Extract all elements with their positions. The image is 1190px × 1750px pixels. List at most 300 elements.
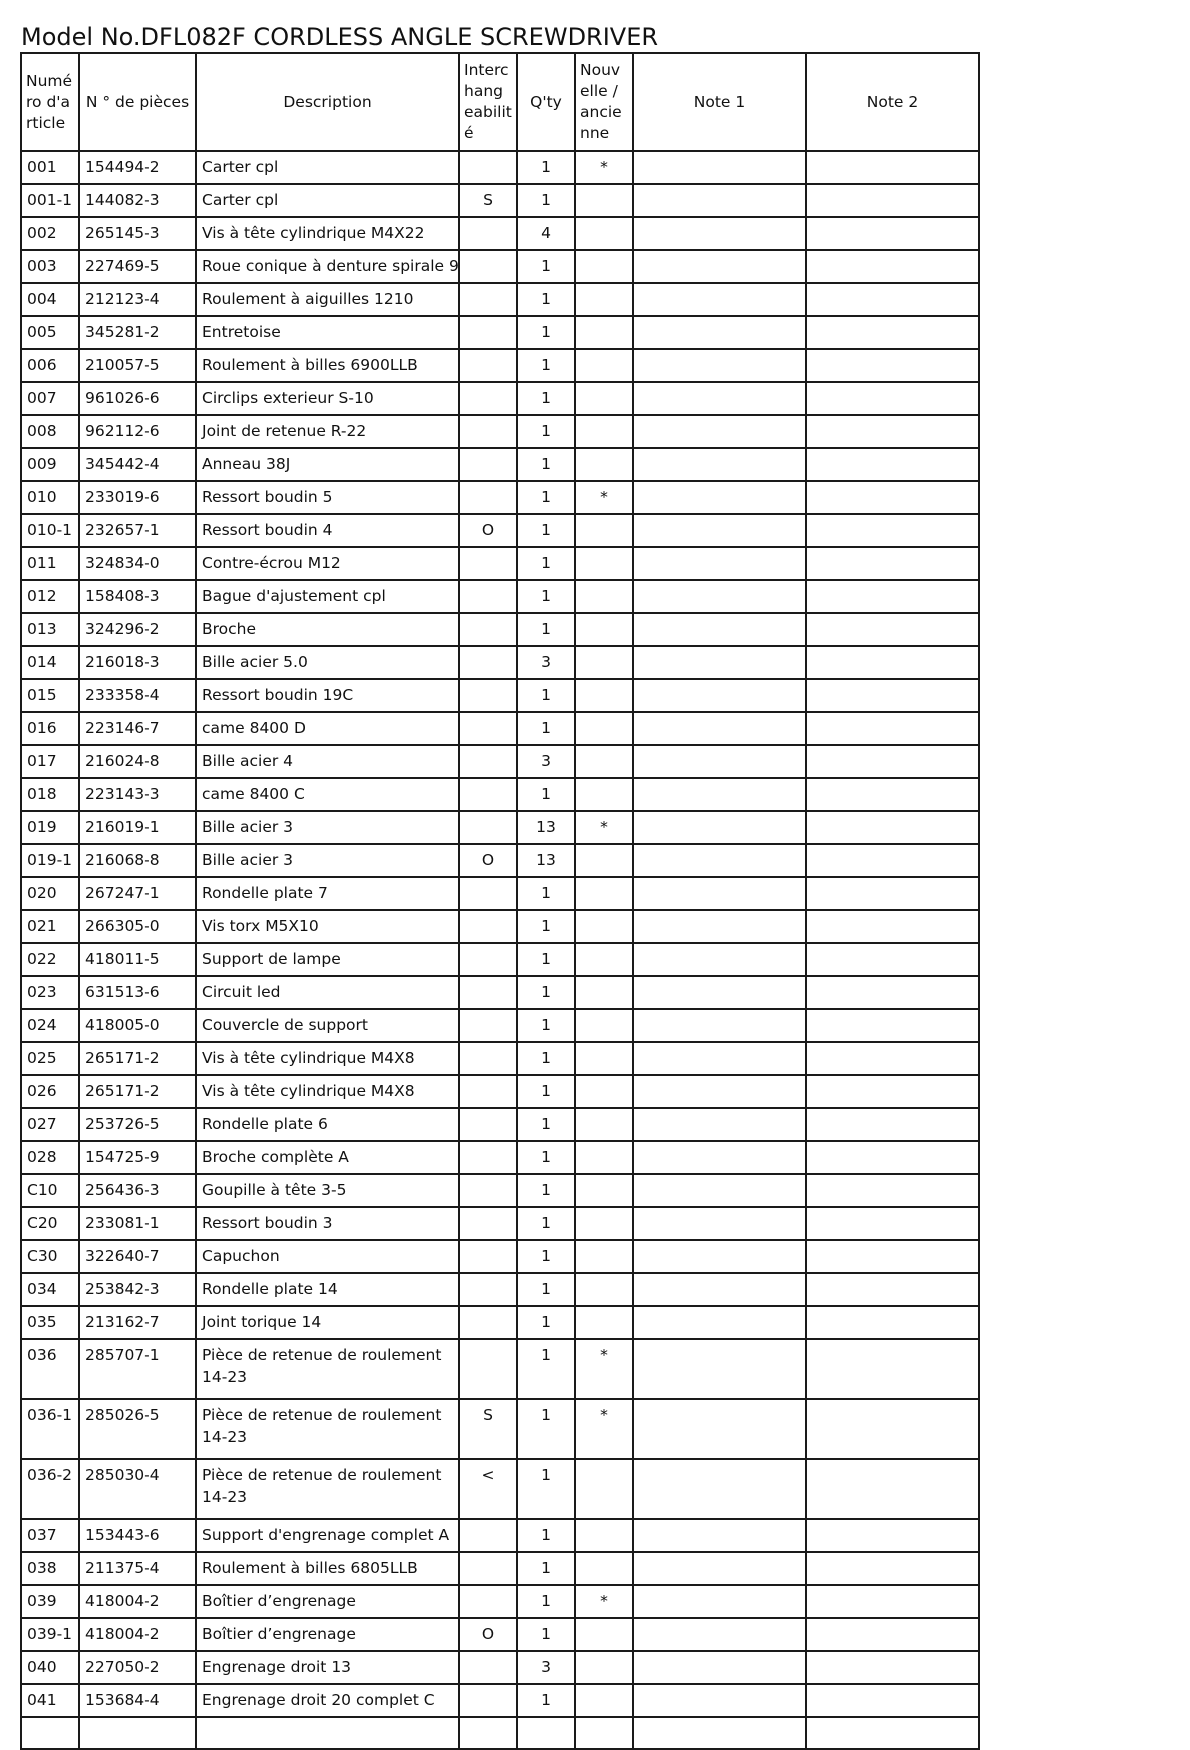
cell-description: Rondelle plate 6 (196, 1108, 459, 1141)
cell-note-2 (806, 1459, 979, 1519)
cell-item-number: 036 (21, 1339, 79, 1399)
cell-interchangeability (459, 547, 517, 580)
cell-item-number: 010 (21, 481, 79, 514)
cell-part-number: 233081-1 (79, 1207, 196, 1240)
table-row (21, 679, 979, 712)
cell-item-number: C10 (21, 1174, 79, 1207)
cell-interchangeability (459, 1552, 517, 1585)
table-row-continued (21, 1717, 979, 1749)
cell-interchangeability (459, 151, 517, 184)
cell-note-2 (806, 1519, 979, 1552)
cell-part-number: 265145-3 (79, 217, 196, 250)
cell-new-old: * (575, 1339, 633, 1399)
cell-new-old (575, 1273, 633, 1306)
cell-part-number: 265171-2 (79, 1042, 196, 1075)
cell-part-number: 266305-0 (79, 910, 196, 943)
cell-part-number: 418004-2 (79, 1618, 196, 1651)
table-row (21, 1459, 979, 1519)
cell-part-number: 210057-5 (79, 349, 196, 382)
table-row (21, 217, 979, 250)
table-row (21, 1207, 979, 1240)
table-header-row (21, 53, 979, 151)
cell-description: Circuit led (196, 976, 459, 1009)
table-row (21, 382, 979, 415)
table-row (21, 877, 979, 910)
cell-interchangeability (459, 415, 517, 448)
cell-note-1 (633, 877, 806, 910)
cell-interchangeability (459, 1240, 517, 1273)
cell-note-1 (633, 646, 806, 679)
cell-item-number: 026 (21, 1075, 79, 1108)
table-row (21, 415, 979, 448)
cell-new-old (575, 1207, 633, 1240)
cell-description: Pièce de retenue de roulement 14-23 (196, 1459, 459, 1519)
cell-note-2 (806, 448, 979, 481)
cell-interchangeability (459, 646, 517, 679)
cell-note-1 (633, 448, 806, 481)
cell-part-number: 962112-6 (79, 415, 196, 448)
cell-note-2 (806, 382, 979, 415)
cell-new-old (575, 382, 633, 415)
cell-note-2 (806, 1240, 979, 1273)
cell-quantity: 13 (517, 844, 575, 877)
table-row (21, 349, 979, 382)
cell-interchangeability (459, 745, 517, 778)
cell-item-number: 039-1 (21, 1618, 79, 1651)
cell-note-2 (806, 1552, 979, 1585)
cell-new-old: * (575, 151, 633, 184)
empty-cell (575, 1717, 633, 1749)
cell-note-2 (806, 1174, 979, 1207)
cell-note-1 (633, 481, 806, 514)
cell-new-old (575, 1684, 633, 1717)
cell-new-old (575, 415, 633, 448)
cell-item-number: 001-1 (21, 184, 79, 217)
cell-quantity: 4 (517, 217, 575, 250)
cell-part-number: 227050-2 (79, 1651, 196, 1684)
cell-new-old (575, 1519, 633, 1552)
cell-interchangeability (459, 1306, 517, 1339)
cell-quantity: 1 (517, 1339, 575, 1399)
cell-note-2 (806, 1207, 979, 1240)
cell-new-old (575, 1618, 633, 1651)
cell-note-1 (633, 844, 806, 877)
cell-interchangeability: S (459, 1399, 517, 1459)
cell-description: Ressort boudin 4 (196, 514, 459, 547)
cell-description: Capuchon (196, 1240, 459, 1273)
cell-new-old (575, 580, 633, 613)
col-header-part-number: N ° de pièces (79, 53, 196, 151)
cell-interchangeability (459, 877, 517, 910)
cell-note-2 (806, 1273, 979, 1306)
cell-item-number: 009 (21, 448, 79, 481)
cell-interchangeability (459, 943, 517, 976)
col-header-note-1: Note 1 (633, 53, 806, 151)
cell-note-1 (633, 910, 806, 943)
empty-cell (79, 1717, 196, 1749)
table-row (21, 976, 979, 1009)
cell-new-old (575, 943, 633, 976)
table-row (21, 1141, 979, 1174)
cell-description: Entretoise (196, 316, 459, 349)
cell-note-2 (806, 943, 979, 976)
cell-note-2 (806, 1651, 979, 1684)
cell-part-number: 227469-5 (79, 250, 196, 283)
cell-note-2 (806, 1108, 979, 1141)
cell-quantity: 1 (517, 184, 575, 217)
cell-quantity: 1 (517, 877, 575, 910)
col-header-note-2: Note 2 (806, 53, 979, 151)
cell-description: Broche complète A (196, 1141, 459, 1174)
cell-description: Bague d'ajustement cpl (196, 580, 459, 613)
table-row (21, 1339, 979, 1399)
cell-quantity: 1 (517, 1684, 575, 1717)
cell-quantity: 1 (517, 448, 575, 481)
cell-part-number: 153684-4 (79, 1684, 196, 1717)
cell-new-old (575, 1651, 633, 1684)
cell-description: Support de lampe (196, 943, 459, 976)
cell-quantity: 1 (517, 547, 575, 580)
cell-description: Circlips exterieur S-10 (196, 382, 459, 415)
cell-part-number: 631513-6 (79, 976, 196, 1009)
cell-quantity: 1 (517, 976, 575, 1009)
cell-note-1 (633, 1399, 806, 1459)
cell-item-number: 036-2 (21, 1459, 79, 1519)
cell-interchangeability: O (459, 1618, 517, 1651)
cell-quantity: 1 (517, 349, 575, 382)
table-row (21, 811, 979, 844)
cell-quantity: 3 (517, 745, 575, 778)
cell-note-1 (633, 976, 806, 1009)
cell-description: Roue conique à denture spirale 9 (196, 250, 459, 283)
cell-item-number: 016 (21, 712, 79, 745)
table-row (21, 1684, 979, 1717)
cell-part-number: 285026-5 (79, 1399, 196, 1459)
cell-quantity: 1 (517, 1585, 575, 1618)
cell-note-2 (806, 349, 979, 382)
table-row (21, 646, 979, 679)
cell-note-1 (633, 778, 806, 811)
cell-note-2 (806, 745, 979, 778)
empty-cell (633, 1717, 806, 1749)
cell-note-1 (633, 1552, 806, 1585)
cell-interchangeability: S (459, 184, 517, 217)
cell-note-1 (633, 943, 806, 976)
cell-note-2 (806, 1399, 979, 1459)
cell-note-1 (633, 580, 806, 613)
cell-interchangeability (459, 1141, 517, 1174)
page-title: Model No.DFL082F CORDLESS ANGLE SCREWDRIVER (21, 23, 659, 51)
cell-item-number: 019 (21, 811, 79, 844)
table-row (21, 316, 979, 349)
cell-note-1 (633, 1141, 806, 1174)
cell-new-old: * (575, 1585, 633, 1618)
cell-interchangeability (459, 1684, 517, 1717)
cell-interchangeability (459, 778, 517, 811)
cell-item-number: 040 (21, 1651, 79, 1684)
cell-note-1 (633, 1306, 806, 1339)
cell-note-1 (633, 250, 806, 283)
table-row (21, 1108, 979, 1141)
parts-table-container (20, 52, 978, 1709)
cell-quantity: 1 (517, 679, 575, 712)
table-row (21, 1306, 979, 1339)
cell-item-number: 005 (21, 316, 79, 349)
cell-item-number: C30 (21, 1240, 79, 1273)
cell-part-number: 144082-3 (79, 184, 196, 217)
table-row (21, 448, 979, 481)
cell-note-2 (806, 646, 979, 679)
cell-interchangeability (459, 910, 517, 943)
cell-interchangeability (459, 250, 517, 283)
cell-quantity: 1 (517, 316, 575, 349)
cell-interchangeability (459, 1339, 517, 1399)
cell-quantity: 1 (517, 613, 575, 646)
cell-interchangeability (459, 580, 517, 613)
cell-note-2 (806, 1339, 979, 1399)
cell-quantity: 1 (517, 1108, 575, 1141)
cell-description: Joint torique 14 (196, 1306, 459, 1339)
cell-interchangeability (459, 1207, 517, 1240)
cell-note-1 (633, 1684, 806, 1717)
cell-description: Rondelle plate 14 (196, 1273, 459, 1306)
cell-part-number: 256436-3 (79, 1174, 196, 1207)
cell-new-old (575, 910, 633, 943)
cell-note-2 (806, 613, 979, 646)
cell-part-number: 232657-1 (79, 514, 196, 547)
cell-description: Goupille à tête 3-5 (196, 1174, 459, 1207)
cell-part-number: 216018-3 (79, 646, 196, 679)
cell-item-number: C20 (21, 1207, 79, 1240)
table-row (21, 778, 979, 811)
cell-note-1 (633, 1108, 806, 1141)
cell-description: Bille acier 3 (196, 811, 459, 844)
table-row (21, 1240, 979, 1273)
cell-description: Roulement à billes 6805LLB (196, 1552, 459, 1585)
col-header-item-number: Numé ro d'a rticle (21, 53, 79, 151)
cell-interchangeability (459, 712, 517, 745)
cell-interchangeability: O (459, 844, 517, 877)
cell-description: Vis torx M5X10 (196, 910, 459, 943)
cell-description: Support d'engrenage complet A (196, 1519, 459, 1552)
cell-interchangeability (459, 1009, 517, 1042)
cell-item-number: 017 (21, 745, 79, 778)
table-row (21, 1519, 979, 1552)
cell-note-2 (806, 712, 979, 745)
cell-quantity: 1 (517, 1075, 575, 1108)
cell-description: came 8400 C (196, 778, 459, 811)
cell-part-number: 212123-4 (79, 283, 196, 316)
cell-new-old (575, 1042, 633, 1075)
cell-interchangeability (459, 1519, 517, 1552)
cell-note-1 (633, 382, 806, 415)
cell-part-number: 285030-4 (79, 1459, 196, 1519)
cell-description: Ressort boudin 3 (196, 1207, 459, 1240)
cell-part-number: 154725-9 (79, 1141, 196, 1174)
cell-part-number: 216019-1 (79, 811, 196, 844)
cell-part-number: 285707-1 (79, 1339, 196, 1399)
table-row (21, 613, 979, 646)
cell-note-2 (806, 415, 979, 448)
cell-part-number: 213162-7 (79, 1306, 196, 1339)
cell-note-1 (633, 1651, 806, 1684)
cell-new-old (575, 1141, 633, 1174)
cell-part-number: 418004-2 (79, 1585, 196, 1618)
cell-part-number: 345442-4 (79, 448, 196, 481)
cell-interchangeability (459, 613, 517, 646)
cell-note-2 (806, 1684, 979, 1717)
cell-quantity: 1 (517, 1240, 575, 1273)
cell-item-number: 011 (21, 547, 79, 580)
cell-description: Contre-écrou M12 (196, 547, 459, 580)
cell-note-1 (633, 514, 806, 547)
cell-item-number: 024 (21, 1009, 79, 1042)
table-row (21, 250, 979, 283)
cell-part-number: 324834-0 (79, 547, 196, 580)
cell-item-number: 006 (21, 349, 79, 382)
cell-note-2 (806, 217, 979, 250)
cell-quantity: 1 (517, 1399, 575, 1459)
cell-new-old (575, 778, 633, 811)
cell-quantity: 1 (517, 943, 575, 976)
cell-part-number: 216068-8 (79, 844, 196, 877)
cell-interchangeability (459, 448, 517, 481)
cell-interchangeability (459, 1108, 517, 1141)
cell-part-number: 233358-4 (79, 679, 196, 712)
cell-part-number: 345281-2 (79, 316, 196, 349)
cell-quantity: 1 (517, 1273, 575, 1306)
cell-item-number: 012 (21, 580, 79, 613)
col-header-description: Description (196, 53, 459, 151)
cell-quantity: 1 (517, 1009, 575, 1042)
cell-new-old (575, 316, 633, 349)
cell-item-number: 037 (21, 1519, 79, 1552)
table-row (21, 514, 979, 547)
cell-interchangeability (459, 382, 517, 415)
cell-item-number: 007 (21, 382, 79, 415)
cell-note-2 (806, 811, 979, 844)
empty-cell (21, 1717, 79, 1749)
cell-quantity: 1 (517, 1207, 575, 1240)
cell-note-1 (633, 712, 806, 745)
cell-item-number: 035 (21, 1306, 79, 1339)
cell-description: Engrenage droit 13 (196, 1651, 459, 1684)
cell-new-old (575, 679, 633, 712)
cell-interchangeability (459, 316, 517, 349)
cell-quantity: 1 (517, 1141, 575, 1174)
cell-interchangeability (459, 481, 517, 514)
cell-interchangeability (459, 283, 517, 316)
cell-quantity: 1 (517, 1519, 575, 1552)
cell-item-number: 021 (21, 910, 79, 943)
cell-item-number: 014 (21, 646, 79, 679)
table-row (21, 580, 979, 613)
cell-interchangeability (459, 811, 517, 844)
cell-description: Bille acier 4 (196, 745, 459, 778)
cell-part-number: 418005-0 (79, 1009, 196, 1042)
cell-interchangeability (459, 1273, 517, 1306)
cell-quantity: 1 (517, 1174, 575, 1207)
cell-note-2 (806, 184, 979, 217)
empty-cell (196, 1717, 459, 1749)
cell-item-number: 023 (21, 976, 79, 1009)
cell-part-number: 223143-3 (79, 778, 196, 811)
cell-quantity: 13 (517, 811, 575, 844)
cell-description: Ressort boudin 19C (196, 679, 459, 712)
cell-description: Boîtier d’engrenage (196, 1585, 459, 1618)
cell-description: Bille acier 5.0 (196, 646, 459, 679)
cell-note-1 (633, 1240, 806, 1273)
table-row (21, 1009, 979, 1042)
cell-description: Vis à tête cylindrique M4X8 (196, 1042, 459, 1075)
cell-quantity: 1 (517, 415, 575, 448)
cell-note-2 (806, 877, 979, 910)
cell-note-1 (633, 1207, 806, 1240)
cell-note-1 (633, 1459, 806, 1519)
cell-part-number: 418011-5 (79, 943, 196, 976)
cell-quantity: 1 (517, 712, 575, 745)
cell-quantity: 1 (517, 910, 575, 943)
cell-quantity: 1 (517, 1042, 575, 1075)
cell-interchangeability (459, 679, 517, 712)
cell-note-1 (633, 151, 806, 184)
cell-new-old (575, 349, 633, 382)
cell-new-old (575, 1009, 633, 1042)
table-body (21, 151, 979, 1749)
cell-new-old (575, 745, 633, 778)
cell-note-1 (633, 1273, 806, 1306)
table-row (21, 1651, 979, 1684)
cell-part-number: 324296-2 (79, 613, 196, 646)
cell-new-old (575, 547, 633, 580)
cell-note-1 (633, 1042, 806, 1075)
cell-new-old (575, 646, 633, 679)
cell-note-1 (633, 1009, 806, 1042)
cell-item-number: 020 (21, 877, 79, 910)
cell-note-2 (806, 514, 979, 547)
table-row (21, 481, 979, 514)
cell-item-number: 013 (21, 613, 79, 646)
cell-quantity: 1 (517, 283, 575, 316)
col-header-quantity: Q'ty (517, 53, 575, 151)
table-row (21, 1273, 979, 1306)
cell-part-number: 265171-2 (79, 1075, 196, 1108)
cell-interchangeability (459, 1585, 517, 1618)
cell-item-number: 010-1 (21, 514, 79, 547)
cell-description: Vis à tête cylindrique M4X8 (196, 1075, 459, 1108)
cell-note-2 (806, 1306, 979, 1339)
table-row (21, 1174, 979, 1207)
cell-new-old: * (575, 481, 633, 514)
cell-item-number: 022 (21, 943, 79, 976)
cell-part-number: 253726-5 (79, 1108, 196, 1141)
cell-part-number: 154494-2 (79, 151, 196, 184)
cell-note-2 (806, 1075, 979, 1108)
cell-new-old (575, 712, 633, 745)
cell-item-number: 002 (21, 217, 79, 250)
cell-description: Bille acier 3 (196, 844, 459, 877)
col-header-new-old: Nouv elle / ancie nne (575, 53, 633, 151)
cell-new-old: * (575, 811, 633, 844)
cell-new-old (575, 1174, 633, 1207)
cell-item-number: 028 (21, 1141, 79, 1174)
cell-note-1 (633, 415, 806, 448)
cell-new-old (575, 1240, 633, 1273)
cell-note-2 (806, 1042, 979, 1075)
table-row (21, 547, 979, 580)
table-row (21, 1399, 979, 1459)
cell-part-number: 216024-8 (79, 745, 196, 778)
